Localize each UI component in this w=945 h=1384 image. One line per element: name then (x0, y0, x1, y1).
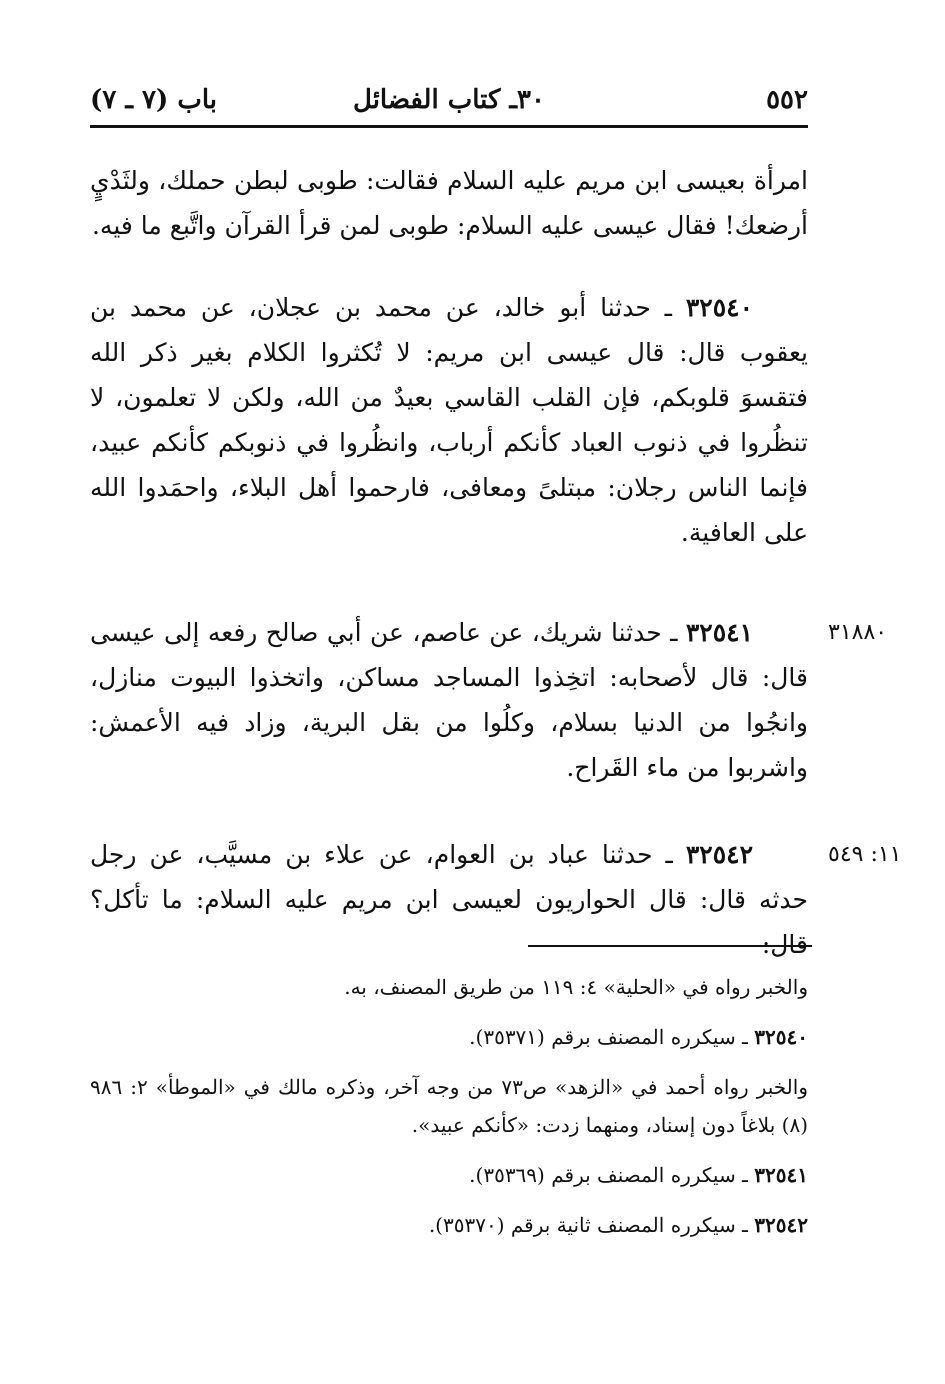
footnote-rule (528, 945, 812, 947)
footnote-text: والخبر رواه أحمد في «الزهد» ص٧٣ من وجه آخر، وذكره مالك في «الموطأ» ٢: ٩٨٦ (٨) بلاغاً دون إسناد، ومنهما زدت: «كأنكم عبيد». (90, 1075, 808, 1137)
hadith-number: ٣٢٥٤٠ (685, 293, 753, 322)
hadith-text: ـ حدثنا شريك، عن عاصم، عن أبي صالح رفعه إلى عيسى قال: قال لأصحابه: اتخِذوا المساجد مساكن، واتخذوا البيوت منازل، وانجُوا من الدنيا بسلام، وكلُوا من بقل البرية، وزاد فيه الأعمش: واشربوا من ماء القَراح. (90, 618, 808, 782)
margin-reference: ٣١٨٨٠ (828, 620, 888, 645)
footnote-number: ٣٢٥٤٠ (754, 1025, 808, 1049)
footnotes (90, 968, 808, 1256)
hadith-text: ـ حدثنا أبو خالد، عن محمد بن عجلان، عن محمد بن يعقوب قال: قال عيسى ابن مريم: لا تُكثروا الكلام بغير ذكر الله فتقسوَ قلوبكم، فإن القلب القاسي بعيدٌ من الله، ولكن لا تعلمون، لا تنظُروا في ذنوب العباد كأنكم أرباب، وانظُروا في ذنوبكم كأنكم عبيد، فإنما الناس رجلان: مبتلىً ومعافى، فارحموا أهل البلاء، واحمَدوا الله على العافية. (90, 293, 808, 547)
paragraph-text: امرأة بعيسى ابن مريم عليه السلام فقالت: طوبى لبطن حملك، ولثَدْيٍ أرضعك! فقال عيسى عليه السلام: طوبى لمن قرأ القرآن واتَّبع ما فيه. (90, 166, 808, 240)
footnote (90, 1206, 808, 1244)
hadith-number: ٣٢٥٤١ (685, 618, 753, 647)
hadith-32540 (90, 285, 808, 555)
book-title: ٣٠ـ كتاب الفضائل (353, 85, 545, 115)
paragraph-continuation (90, 158, 808, 248)
hadith-number: ٣٢٥٤٢ (685, 840, 753, 869)
hadith-32541 (90, 610, 808, 790)
footnote-number: ٣٢٥٤١ (754, 1163, 808, 1187)
footnote-text: والخبر رواه في «الحلية» ٤: ١١٩ من طريق المصنف، به. (344, 975, 808, 999)
footnote (90, 1068, 808, 1144)
chapter-label: باب (٧ ـ ٧) (90, 85, 217, 115)
footnote (90, 968, 808, 1006)
footnote (90, 1018, 808, 1056)
footnote (90, 1156, 808, 1194)
footnote-text: ـ سيكرره المصنف برقم (٣٥٣٧١). (469, 1025, 755, 1049)
footnote-number: ٣٢٥٤٢ (754, 1213, 808, 1237)
margin-reference: ١١: ٥٤٩ (828, 842, 902, 867)
page-number: ٥٥٢ (766, 85, 808, 115)
footnote-text: ـ سيكرره المصنف برقم (٣٥٣٦٩). (469, 1163, 755, 1187)
header-rule (90, 125, 808, 128)
footnote-text: ـ سيكرره المصنف ثانية برقم (٣٥٣٧٠). (428, 1213, 755, 1237)
page-header (90, 80, 808, 120)
hadith-text: ـ حدثنا عباد بن العوام، عن علاء بن مسيَّب، عن رجل حدثه قال: قال الحواريون لعيسى ابن مريم عليه السلام: ما تأكل؟ قال: (90, 840, 808, 959)
